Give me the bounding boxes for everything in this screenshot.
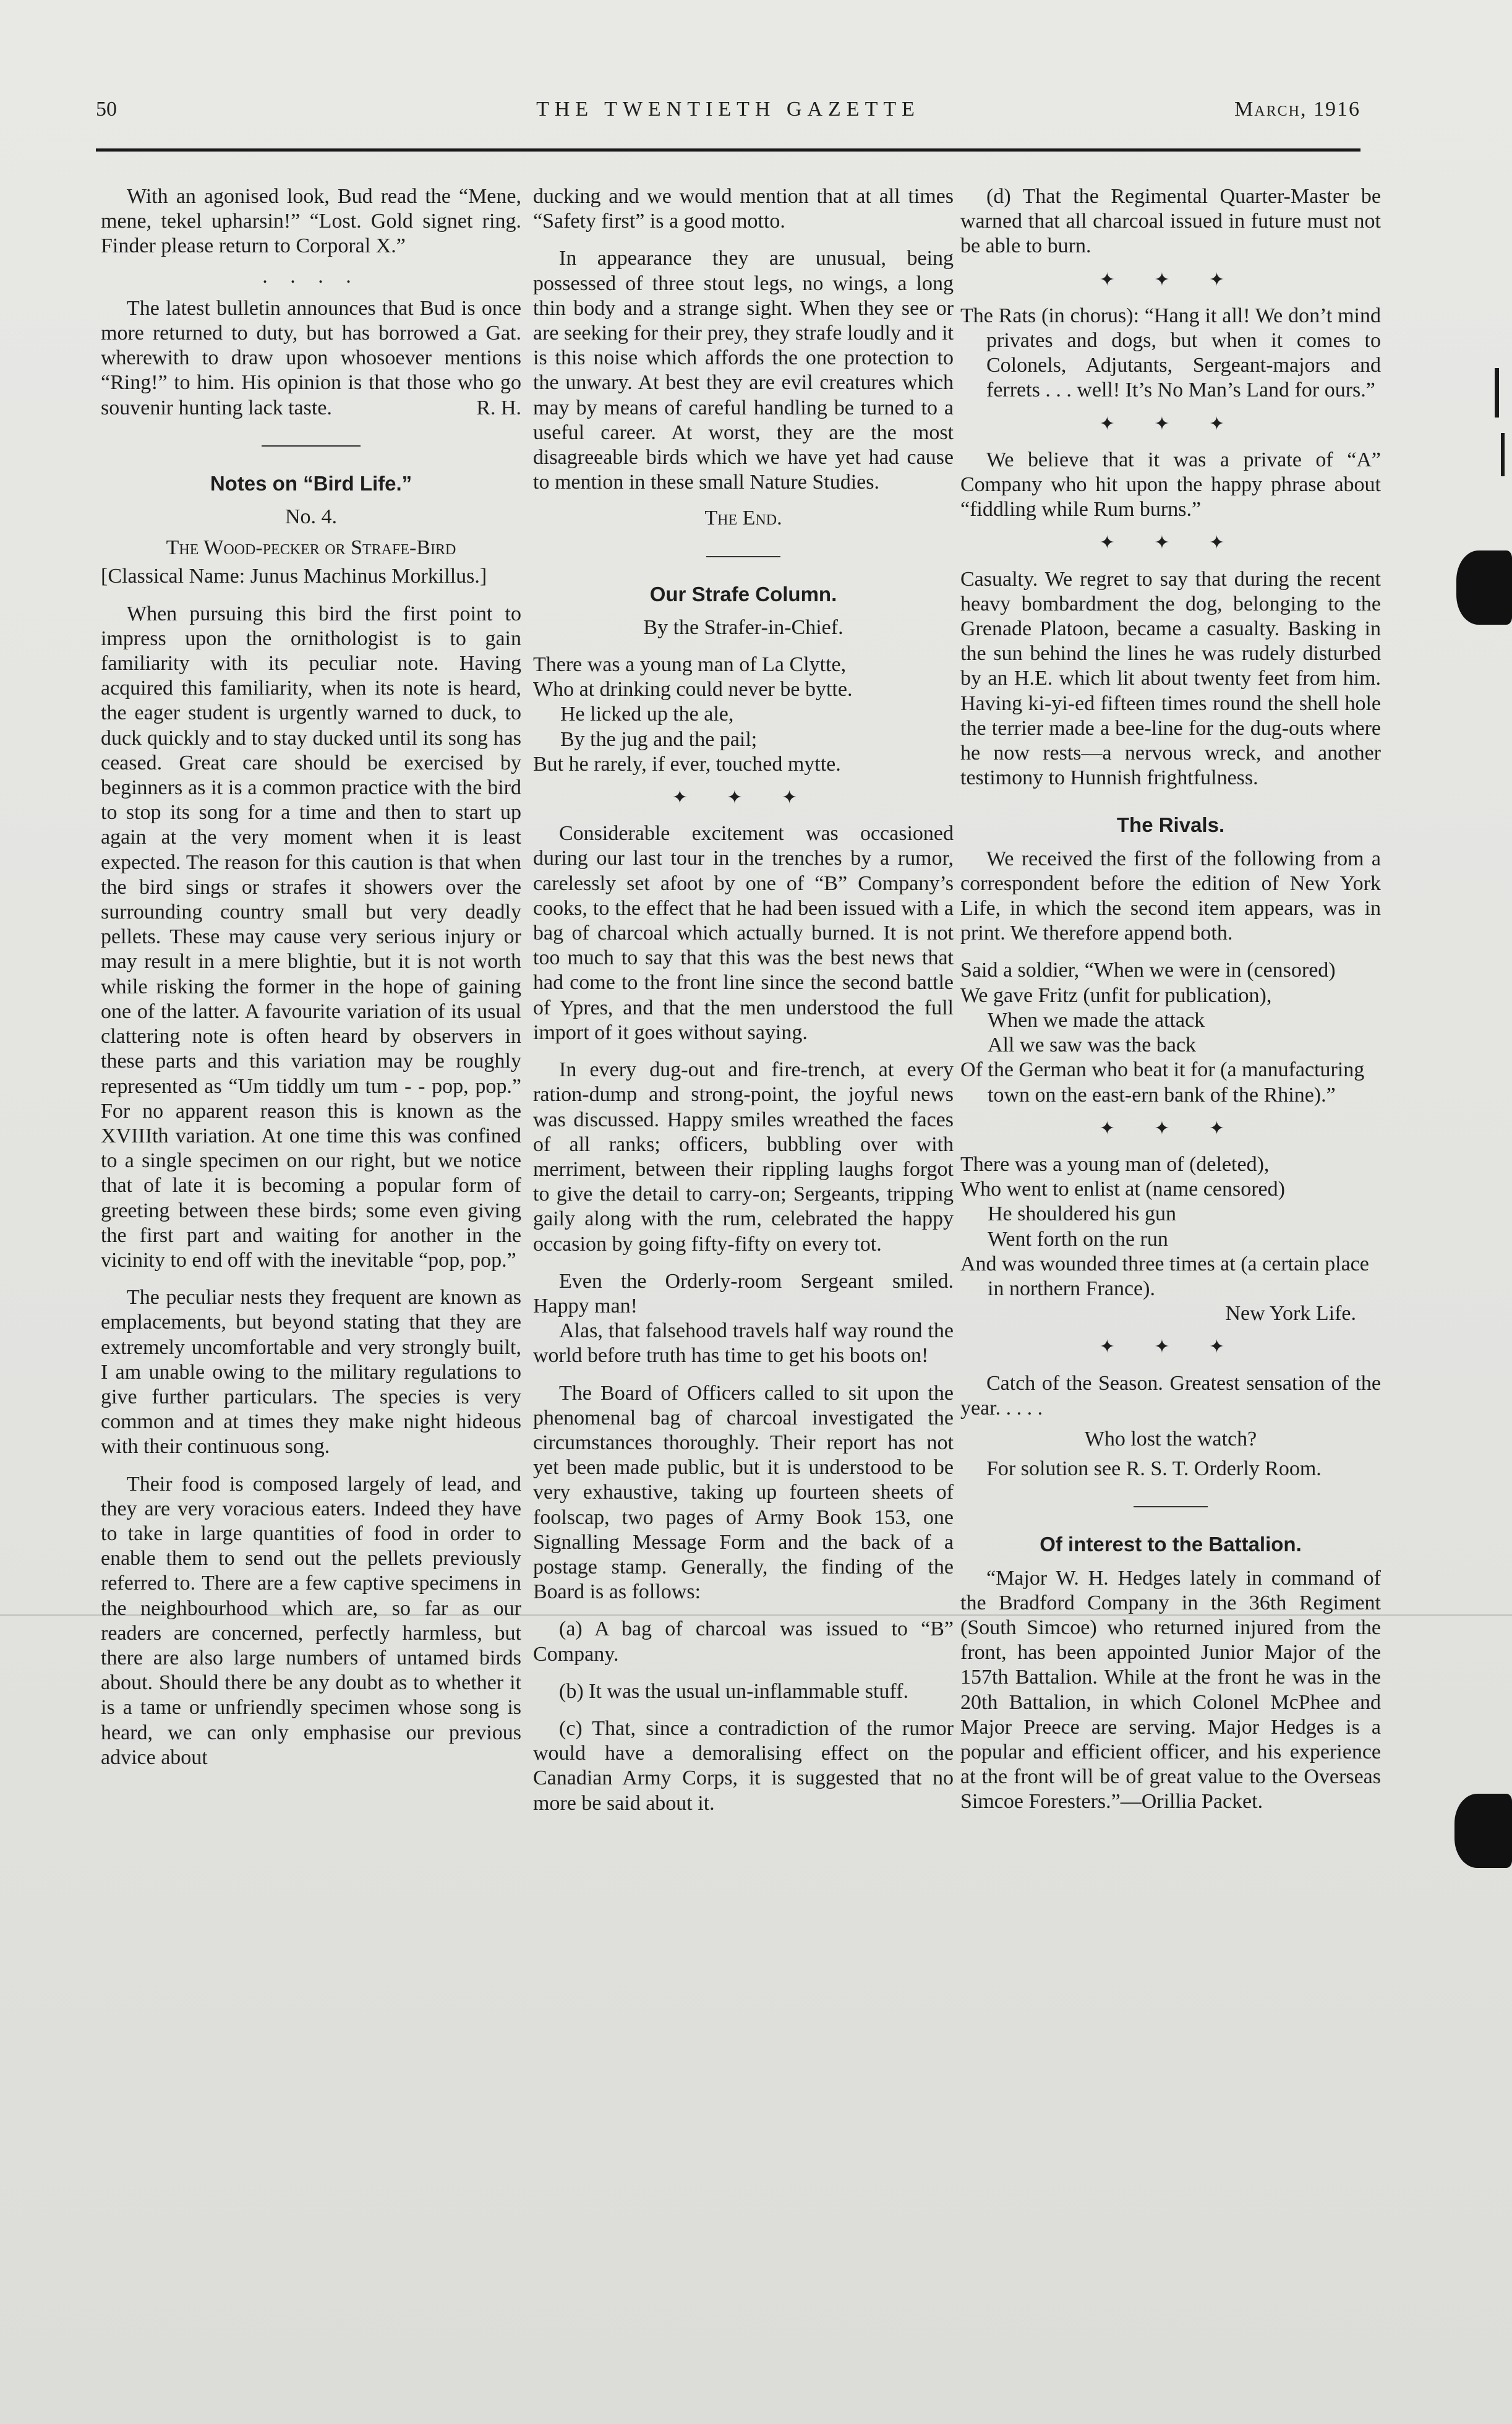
publication-title: THE TWENTIETH GAZETTE	[536, 98, 920, 121]
board-paragraph: The Board of Officers called to sit upon the phenomenal bag of charcoal investigated the circumstances thoroughly. Their report has not yet been made public, but it is understood to be very exhaustive, taking up fourteen sheets of foolscap, two pages of Army Book 153, one Signalling Message Form and the back of a postage stamp. Generally, the finding of the Board is as follows:	[533, 1381, 954, 1604]
battalion-interest-heading: Of interest to the Battalion.	[1040, 1533, 1302, 1556]
issue-date: March, 1916	[1234, 98, 1360, 121]
falsehood-paragraph: Alas, that falsehood travels half way round the world before truth has time to get his boots on!	[533, 1319, 954, 1368]
column-1	[101, 184, 521, 2287]
finding-c: (c) That, since a contradiction of the rumor would have a demoralising effect on the Canadian Army Corps, it is suggested that no more be said about it.	[533, 1716, 954, 1815]
binding-mark	[1495, 368, 1499, 418]
finding-d: (d) That the Regimental Quarter-Master be warned that all charcoal issued in future must not be able to burn.	[960, 185, 1381, 258]
star-divider: ✦ ✦ ✦	[1099, 533, 1242, 554]
author-signature: R. H.	[476, 396, 521, 419]
star-divider: ✦ ✦ ✦	[1099, 413, 1242, 434]
star-divider: ✦ ✦ ✦	[1099, 269, 1242, 290]
column-2	[533, 184, 954, 2287]
section-divider	[1134, 1506, 1208, 1507]
verse-line: He licked up the ale,	[560, 703, 734, 726]
verse-line: He shouldered his gun	[988, 1202, 1177, 1226]
bird-number: No. 4.	[284, 505, 338, 529]
verse-line: But he rarely, if ever, touched mytte.	[533, 752, 841, 776]
bulletin-paragraph: The latest bulletin announces that Bud is once more returned to duty, but has borrowed a Gat. wherewith to draw upon whosoever mentions “Ring!” to him. His opinion is that those who go souvenir hunting lack taste. R. H.	[101, 296, 521, 421]
watch-solution: For solution see R. S. T. Orderly Room.	[986, 1457, 1322, 1481]
charcoal-paragraph-1: Considerable excitement was occasioned during our last tour in the trenches by a rumor, carelessly set afoot by one of “B” Company’s cooks, to the effect that he had been issued with a bag of charcoal which actually burned. It is not too much to say that this was the best news that had come to the front line since the second battle of Ypres, and that the men understood the full import of it goes without saying.	[533, 822, 954, 1044]
verse-line: Who went to enlist at (name censored)	[960, 1178, 1285, 1201]
bird-paragraph-1: When pursuing this bird the first point to impress upon the ornithologist is to gain familiarity with its peculiar note. Having acquired this familiarity, when its note is heard, the eager student is urgently warned to duck, to duck quickly and to stay ducked until its song has ceased. Great care should be exercised by beginners as it is a common practice with the bird to stop its song for a time and then to start up again at the very moment when it is least expected. The reason for this caution is that when the bird sings or strafes it showers over the surrounding country small but very deadly pellets. These may cause very serious injury or may result in a mere blightie, but it is not worth while risking the former in the hope of gaining one of the latter. A favourite variation of its usual clattering note is often heard by observers in these parts and this variation may be roughly represented as “Um tiddly um tum - - pop, pop.” For no apparent reason this is known as the XVIIIth variation. At one time this was confined to a single specimen on our right, but we notice that of late it is becoming a popular form of greeting between these birds; some even giving the first part and waiting for another in the vicinity to end off with the inevitable “pop, pop.”	[101, 602, 521, 1272]
strafe-column-heading: Our Strafe Column.	[649, 582, 837, 606]
binder-hole	[1456, 550, 1512, 625]
finding-b: (b) It was the usual un-inflammable stuff.	[559, 1679, 908, 1703]
bird-continuation: ducking and we would mention that at all times “Safety first” is a good motto.	[533, 185, 954, 233]
rivals-intro: We received the first of the following from a correspondent before the edition of New York Life, in which the second item appears, was in print. We therefore append both.	[960, 847, 1381, 945]
verse-line: Who at drinking could never be bytte.	[533, 678, 853, 701]
intro-paragraph: With an agonised look, Bud read the “Mene, mene, tekel upharsin!” “Lost. Gold signet ring. Finder please return to Corporal X.”	[101, 185, 521, 258]
binding-mark	[1501, 433, 1505, 476]
the-end: The End.	[704, 507, 782, 530]
verse-deleted	[960, 1152, 1381, 1301]
verse-source: New York Life.	[1225, 1302, 1356, 1325]
header-rule	[96, 148, 1360, 152]
bird-subtitle: The Wood-pecker or Strafe-Bird	[166, 536, 456, 560]
star-divider: ✦ ✦ ✦	[1099, 1118, 1242, 1139]
verse-line: And was wounded three times at (a certain place in northern France).	[960, 1252, 1369, 1300]
verse-fritz	[960, 958, 1381, 1107]
hedges-paragraph: “Major W. H. Hedges lately in command of the Bradford Company in the 36th Regiment (South Simcoe) who returned injured from the front, has been appointed Junior Major of the 157th Battalion. While at the front he was in the 20th Battalion, in which Colonel McPhee and Major Preece are serving. Major Hedges is a popular and efficient officer, and his experience at the front will be of great value to the Overseas Simcoe Foresters.”—Orillia Packet.	[960, 1566, 1381, 1814]
ellipsis-break: . . . .	[262, 264, 360, 288]
verse-line: We gave Fritz (unfit for publication),	[960, 983, 1272, 1007]
finding-a: (a) A bag of charcoal was issued to “B” Company.	[533, 1617, 954, 1666]
appearance-paragraph: In appearance they are unusual, being possessed of three stout legs, no wings, a long thin body and a strange sight. When they see or are seeking for their prey, they strafe loudly and it is this noise which affords the one protection to the unwary. At best they are evil creatures which may by means of careful handling be turned to a useful career. At worst, they are the most disagreeable birds which we have yet had cause to mention in these small Nature Studies.	[533, 247, 954, 494]
watch-question: Who lost the watch?	[1084, 1427, 1257, 1450]
bird-paragraph-2: The peculiar nests they frequent are known as emplacements, but beyond stating that they are extremely uncomfortable and very strongly built, I am unable owing to the military regulations to give further particulars. The species is very common and at times they make night hideous with their continuous song.	[101, 1286, 521, 1458]
strafe-byline: By the Strafer-in-Chief.	[643, 615, 844, 639]
section-divider	[706, 556, 780, 557]
verse-line: Of the German who beat it for (a manufacturing town on the east-ern bank of the Rhine).”	[960, 1058, 1365, 1107]
bird-life-heading: Notes on “Bird Life.”	[210, 471, 412, 495]
rivals-heading: The Rivals.	[1116, 813, 1225, 837]
orderly-room-paragraph: Even the Orderly-room Sergeant smiled. Happy man!	[533, 1269, 954, 1317]
column-3	[960, 184, 1381, 2287]
verse-line: There was a young man of (deleted),	[960, 1152, 1270, 1176]
verse-line: All we saw was the back	[988, 1034, 1197, 1057]
private-paragraph: We believe that it was a private of “A” Company who hit upon the happy phrase about “fiddling while Rum burns.”	[960, 448, 1381, 521]
section-divider	[262, 445, 361, 447]
limerick-la-clytte	[533, 653, 954, 777]
star-divider: ✦ ✦ ✦	[1099, 1337, 1242, 1358]
verse-line: There was a young man of La Clytte,	[533, 653, 847, 677]
verse-line: When we made the attack	[988, 1008, 1205, 1032]
verse-line: Went forth on the run	[988, 1227, 1168, 1251]
bird-classical-name: [Classical Name: Junus Machinus Morkillus.]	[101, 565, 487, 588]
bird-paragraph-3: Their food is composed largely of lead, and they are very voracious eaters. Indeed they have to take in large quantities of food in order to enable them to send out the pellets previously referred to. There are a few captive specimens in the neighbourhood which are, so far as our readers are concerned, perfectly harmless, but there are also large numbers of untamed birds about. Should there be any doubt as to whether it is a tame or unfriendly specimen whose song is heard, we can only emphasise our previous advice about	[101, 1472, 521, 1769]
verse-line: Said a soldier, “When we were in (censored)	[960, 959, 1336, 982]
page-header	[96, 98, 1360, 129]
verse-line: By the jug and the pail;	[560, 727, 758, 751]
binder-hole	[1454, 1794, 1512, 1868]
rats-chorus: The Rats (in chorus): “Hang it all! We don’t mind privates and dogs, but when it comes to Colonels, Adjutants, Sergeant-majors and ferrets . . . well! It’s No Man’s Land for ours.”	[960, 304, 1381, 402]
catch-of-season: Catch of the Season. Greatest sensation of the year. . . . .	[960, 1371, 1381, 1420]
star-divider: ✦ ✦ ✦	[672, 787, 815, 808]
charcoal-paragraph-2: In every dug-out and fire-trench, at every ration-dump and strong-point, the joyful news was discussed. Happy smiles wreathed the faces of all ranks; officers, bubbling over with merriment, between their rippling laughs forgot to give the detail to carry-on; Sergeants, tripping gaily along with the rum, celebrated the happy occasion by going fifty-fifty on every tot.	[533, 1058, 954, 1256]
casualty-paragraph: Casualty. We regret to say that during the recent heavy bombardment the dog, belonging to the Grenade Platoon, became a casualty. Basking in the sun behind the lines he was rudely disturbed by an H.E. which lit about twenty feet from him. Having ki-yi-ed fifteen times round the shell hole the terrier made a bee-line for the dug-outs where he now rests—a nervous wreck, and another testimony to Hunnish frightfulness.	[960, 567, 1381, 790]
page-number: 50	[96, 98, 117, 121]
